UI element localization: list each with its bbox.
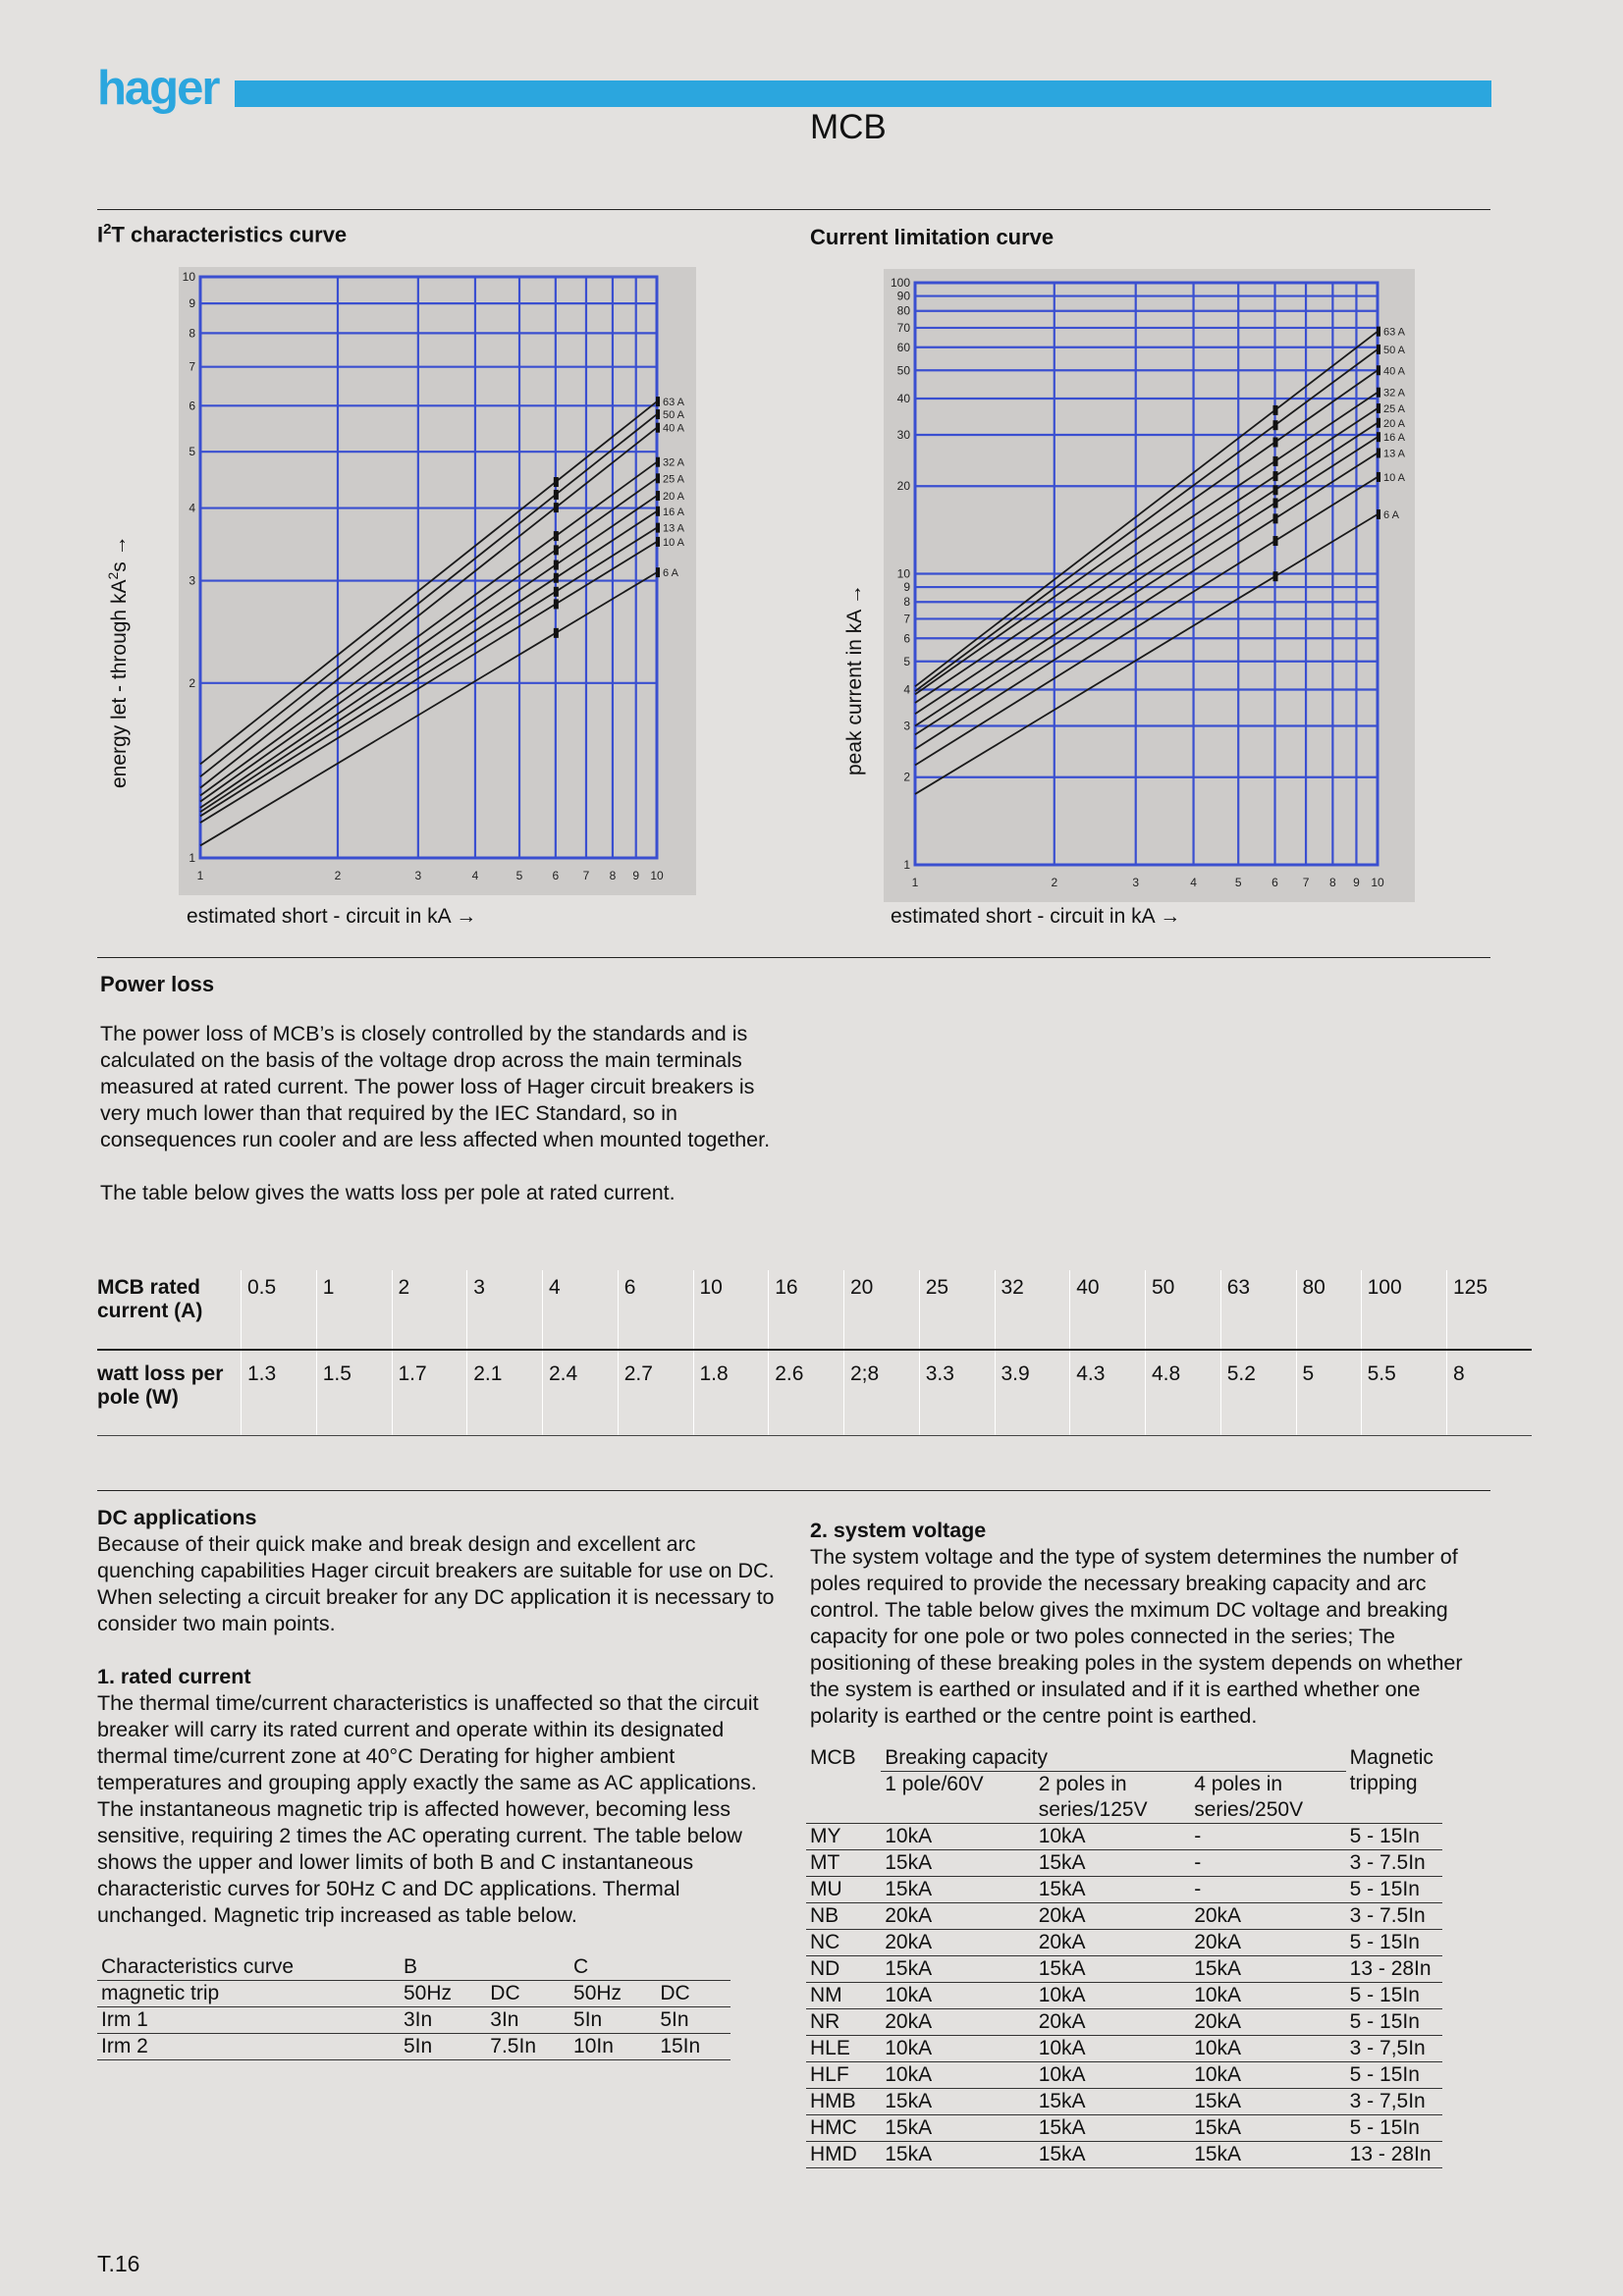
y-tick-label: 100 bbox=[890, 276, 910, 290]
power-loss-table bbox=[97, 1270, 1532, 1436]
brand-bar bbox=[235, 80, 1491, 107]
series-mid-marker bbox=[1273, 438, 1278, 448]
x-tick-label: 1 bbox=[196, 869, 204, 882]
y-tick-label: 4 bbox=[189, 501, 195, 515]
y-tick-label: 10 bbox=[182, 270, 195, 284]
series-label: 16 A bbox=[663, 506, 685, 518]
series-end-marker bbox=[656, 457, 660, 467]
y-tick-label: 6 bbox=[189, 399, 195, 413]
series-line bbox=[200, 414, 657, 776]
rated-current-cell: 10 bbox=[693, 1270, 769, 1350]
i2t-y-axis-label: energy let - through $kA^2s$ → bbox=[105, 535, 131, 788]
rated-current-cell: 50 bbox=[1146, 1270, 1221, 1350]
series-end-marker bbox=[656, 409, 660, 419]
series-line bbox=[915, 408, 1378, 714]
watt-loss-cell: 4.3 bbox=[1070, 1350, 1146, 1436]
series-label: 6 A bbox=[663, 567, 678, 580]
series-mid-marker bbox=[554, 490, 559, 500]
series-mid-marker bbox=[1273, 471, 1278, 481]
series-mid-marker bbox=[554, 531, 559, 541]
chart-svg bbox=[884, 269, 1415, 902]
x-tick-label: 2 bbox=[1051, 876, 1058, 889]
series-line bbox=[200, 511, 657, 812]
series-end-marker bbox=[1377, 472, 1380, 482]
x-tick-label: 4 bbox=[471, 869, 479, 882]
x-tick-label: 10 bbox=[1371, 876, 1384, 889]
series-label: 10 A bbox=[1383, 471, 1406, 484]
dc-section bbox=[97, 1505, 775, 1929]
rated-current-cell: 80 bbox=[1296, 1270, 1361, 1350]
series-end-marker bbox=[1377, 365, 1380, 375]
page-title: MCB bbox=[810, 108, 887, 146]
series-label: 16 A bbox=[1383, 432, 1406, 445]
watt-loss-cell: 5 bbox=[1296, 1350, 1361, 1436]
y-tick-label: 7 bbox=[189, 359, 195, 374]
climit-chart-title: Current limitation curve bbox=[810, 225, 1055, 249]
series-line bbox=[200, 496, 657, 808]
dc-intro: Because of their quick make and break design and excellent arc quenching capabilities Hager circuit breakers are suitable for use on DC. When selecting a circuit breaker for any DC application it is necessary to consider two main points. bbox=[97, 1532, 775, 1635]
table-row: HMC 15kA 15kA 15kA 5 - 15In bbox=[806, 2115, 1442, 2142]
series-mid-marker bbox=[554, 573, 559, 583]
y-tick-label: 3 bbox=[903, 719, 910, 733]
series-end-marker bbox=[656, 507, 660, 516]
watt-loss-cell: 1.8 bbox=[693, 1350, 769, 1436]
y-tick-label: 3 bbox=[189, 573, 195, 588]
x-tick-label: 5 bbox=[1234, 876, 1242, 889]
table-row: MT 15kA 15kA - 3 - 7.5In bbox=[806, 1850, 1442, 1877]
y-tick-label: 1 bbox=[189, 851, 195, 865]
series-label: 13 A bbox=[1383, 448, 1406, 460]
y-tick-label: 7 bbox=[903, 612, 910, 626]
table-row: ND 15kA 15kA 15kA 13 - 28In bbox=[806, 1956, 1442, 1983]
x-tick-label: 5 bbox=[515, 869, 523, 882]
series-mid-marker bbox=[1273, 498, 1278, 507]
table-row: NC 20kA 20kA 20kA 5 - 15In bbox=[806, 1930, 1442, 1956]
series-mid-marker bbox=[554, 599, 559, 609]
rated-current-text: The thermal time/current characteristics is unaffected so that the circuit breaker will carry its rated current and operate within its designated thermal time/current zone at 40°C Derating for higher ambient temperatures and grouping apply exactly the same as AC applications. The instantaneous magnetic trip is affected however, becoming less sensitive, requiring 2 times the AC operating current. The table below shows the upper and lower limits of both B and C instantaneous characteristic curves for 50Hz C and DC applications. Thermal unchanged. Magnetic trip increased as table below. bbox=[97, 1691, 759, 1927]
watt-loss-cell: 2.4 bbox=[543, 1350, 619, 1436]
x-tick-label: 7 bbox=[1302, 876, 1310, 889]
system-voltage-section bbox=[810, 1518, 1488, 1730]
watt-loss-cell: 4.8 bbox=[1146, 1350, 1221, 1436]
watt-loss-cell: 2.1 bbox=[467, 1350, 543, 1436]
table-row: HMB 15kA 15kA 15kA 3 - 7,5In bbox=[806, 2089, 1442, 2115]
series-label: 40 A bbox=[1383, 365, 1406, 378]
series-line bbox=[915, 332, 1378, 687]
series-end-marker bbox=[656, 491, 660, 501]
breaking-capacity-table: MCB Breaking capacity Magnetic tripping 1 pole/60V 2 poles in series/125V 4 poles in series/250V MY 10kA 10kA - 5 - 15In MT 15kA 15kA - 3 - 7.5In MU 15kA 15kA - 5 - 15In NB 20kA 20kA 20kA 3 - 7.5In NC 20kA 20kA 20kA 5 - 15In ND 15kA 15kA 15kA 13 - 28In NM 10kA 10kA 10kA 5 - 15In NR 20kA 20kA 20kA 5 - 15In HLE 10kA 10kA 10kA 3 - 7,5In HLF 10kA 10kA 10kA 5 - 15In HMB 15kA 15kA 15kA 3 - 7,5In HMC 15kA 15kA 15kA 5 - 15In HMD 15kA 15kA 15kA 13 - 28In bbox=[806, 1745, 1442, 2168]
y-tick-label: 4 bbox=[903, 682, 910, 697]
rated-current-cell: 16 bbox=[769, 1270, 844, 1350]
divider bbox=[97, 957, 1490, 958]
series-end-marker bbox=[656, 473, 660, 483]
x-tick-label: 7 bbox=[582, 869, 590, 882]
series-mid-marker bbox=[554, 628, 559, 638]
x-tick-label: 6 bbox=[1271, 876, 1278, 889]
series-mid-marker bbox=[1273, 456, 1278, 466]
series-end-marker bbox=[1377, 345, 1380, 354]
series-mid-marker bbox=[554, 587, 559, 597]
series-end-marker bbox=[656, 537, 660, 547]
series-label: 32 A bbox=[1383, 387, 1406, 400]
y-tick-label: 8 bbox=[903, 595, 910, 610]
table-row: HLF 10kA 10kA 10kA 5 - 15In bbox=[806, 2062, 1442, 2089]
series-label: 32 A bbox=[663, 456, 685, 469]
series-label: 20 A bbox=[663, 491, 685, 504]
y-tick-label: 60 bbox=[896, 340, 910, 354]
series-label: 10 A bbox=[663, 536, 685, 549]
y-tick-label: 50 bbox=[896, 363, 910, 378]
rated-current-cell: 25 bbox=[919, 1270, 995, 1350]
watt-loss-cell: 2;8 bbox=[844, 1350, 920, 1436]
x-tick-label: 9 bbox=[632, 869, 640, 882]
table-row: magnetic trip 50Hz DC 50Hz DC bbox=[97, 1981, 730, 2007]
rated-current-heading: 1. rated current bbox=[97, 1665, 251, 1688]
series-mid-marker bbox=[554, 503, 559, 512]
y-tick-label: 5 bbox=[903, 654, 910, 668]
x-tick-label: 1 bbox=[911, 876, 919, 889]
y-tick-label: 9 bbox=[903, 580, 910, 595]
y-tick-label: 10 bbox=[896, 566, 910, 581]
watt-loss-cell: 1.5 bbox=[316, 1350, 392, 1436]
series-label: 40 A bbox=[663, 422, 685, 435]
watt-loss-header: watt loss per pole (W) bbox=[97, 1350, 242, 1436]
rated-current-cell: 32 bbox=[995, 1270, 1070, 1350]
x-tick-label: 6 bbox=[552, 869, 560, 882]
series-line bbox=[200, 478, 657, 801]
rated-current-cell: 20 bbox=[844, 1270, 920, 1350]
series-label: 13 A bbox=[663, 522, 685, 535]
y-tick-label: 2 bbox=[189, 675, 195, 690]
page-number: T.16 bbox=[97, 2251, 140, 2276]
rated-current-cell: 63 bbox=[1220, 1270, 1296, 1350]
y-tick-label: 6 bbox=[903, 631, 910, 646]
plot-frame bbox=[200, 277, 657, 858]
table-row: NB 20kA 20kA 20kA 3 - 7.5In bbox=[806, 1903, 1442, 1930]
series-line bbox=[200, 462, 657, 796]
watt-loss-cell: 1.7 bbox=[392, 1350, 467, 1436]
rated-current-cell: 0.5 bbox=[242, 1270, 317, 1350]
system-voltage-heading: 2. system voltage bbox=[810, 1519, 987, 1542]
x-tick-label: 4 bbox=[1190, 876, 1197, 889]
i2t-x-axis-label: estimated short - circuit in kA → bbox=[187, 905, 477, 928]
table-row: NR 20kA 20kA 20kA 5 - 15In bbox=[806, 2009, 1442, 2036]
power-loss-text: The power loss of MCB’s is closely controlled by the standards and is calculated on the basis of the voltage drop across the main terminals measured at rated current. The power loss of Hager circuit breakers is very much lower than that required by the IEC Standard, so in consequences run cooler and are less affected when mounted together. The table below gives the watts loss per pole at rated current. bbox=[100, 1022, 771, 1204]
i2t-chart bbox=[179, 267, 696, 895]
watt-loss-cell: 8 bbox=[1446, 1350, 1532, 1436]
series-line bbox=[915, 370, 1378, 694]
series-line bbox=[200, 528, 657, 817]
table-row: NM 10kA 10kA 10kA 5 - 15In bbox=[806, 1983, 1442, 2009]
series-mid-marker bbox=[554, 545, 559, 555]
watt-loss-cell: 1.3 bbox=[242, 1350, 317, 1436]
table-row: MU 15kA 15kA - 5 - 15In bbox=[806, 1877, 1442, 1903]
series-label: 6 A bbox=[1383, 508, 1399, 521]
divider bbox=[97, 1490, 1490, 1491]
series-label: 50 A bbox=[1383, 344, 1406, 356]
dc-heading: DC applications bbox=[97, 1506, 257, 1529]
series-mid-marker bbox=[1273, 571, 1278, 581]
series-end-marker bbox=[656, 397, 660, 406]
series-end-marker bbox=[1377, 432, 1380, 442]
x-tick-label: 8 bbox=[1329, 876, 1336, 889]
rated-current-cell: 125 bbox=[1446, 1270, 1532, 1350]
series-end-marker bbox=[656, 567, 660, 577]
power-loss-heading: Power loss bbox=[100, 972, 215, 996]
climit-x-axis-label: estimated short - circuit in kA → bbox=[891, 905, 1181, 928]
rated-current-cell: 1 bbox=[316, 1270, 392, 1350]
y-tick-label: 5 bbox=[189, 445, 195, 459]
series-mid-marker bbox=[1273, 485, 1278, 495]
series-end-marker bbox=[1377, 388, 1380, 398]
series-label: 63 A bbox=[1383, 326, 1406, 339]
x-tick-label: 2 bbox=[334, 869, 342, 882]
series-end-marker bbox=[1377, 327, 1380, 337]
series-mid-marker bbox=[554, 561, 559, 570]
chart-svg bbox=[179, 267, 696, 895]
i2t-chart-title: $I^2T$ characteristics curve bbox=[97, 221, 348, 247]
watt-loss-cell: 5.2 bbox=[1220, 1350, 1296, 1436]
y-tick-label: 20 bbox=[896, 479, 910, 494]
y-tick-label: 9 bbox=[189, 296, 195, 311]
characteristics-table: Characteristics curve B C magnetic trip 50Hz DC 50Hz DC Irm 1 3In 3In 5In 5In Irm 2 5In 7.5In 10In 15In bbox=[97, 1954, 730, 2060]
x-tick-label: 3 bbox=[414, 869, 422, 882]
y-tick-label: 8 bbox=[189, 326, 195, 341]
y-tick-label: 80 bbox=[896, 303, 910, 318]
y-tick-label: 70 bbox=[896, 320, 910, 335]
table-row: Irm 2 5In 7.5In 10In 15In bbox=[97, 2034, 730, 2060]
rated-current-cell: 40 bbox=[1070, 1270, 1146, 1350]
series-line bbox=[200, 428, 657, 788]
x-tick-label: 9 bbox=[1353, 876, 1360, 889]
rated-current-cell: 3 bbox=[467, 1270, 543, 1350]
hager-logo: hager bbox=[97, 62, 219, 115]
divider bbox=[97, 209, 1490, 210]
series-line bbox=[915, 514, 1378, 794]
rated-current-header: MCB rated current (A) bbox=[97, 1270, 242, 1350]
rated-current-cell: 6 bbox=[618, 1270, 693, 1350]
series-label: 63 A bbox=[663, 397, 685, 409]
y-tick-label: 40 bbox=[896, 391, 910, 405]
series-mid-marker bbox=[1273, 513, 1278, 523]
table-row: HMD 15kA 15kA 15kA 13 - 28In bbox=[806, 2142, 1442, 2168]
series-label: 50 A bbox=[663, 409, 685, 422]
series-end-marker bbox=[1377, 418, 1380, 428]
series-mid-marker bbox=[1273, 420, 1278, 430]
climit-chart bbox=[884, 269, 1415, 902]
x-tick-label: 3 bbox=[1132, 876, 1140, 889]
rated-current-cell: 2 bbox=[392, 1270, 467, 1350]
series-end-marker bbox=[1377, 509, 1380, 519]
climit-y-axis-label: peak current in kA → bbox=[843, 584, 866, 775]
watt-loss-cell: 2.6 bbox=[769, 1350, 844, 1436]
watt-loss-cell: 3.3 bbox=[919, 1350, 995, 1436]
watt-loss-cell: 3.9 bbox=[995, 1350, 1070, 1436]
rated-current-cell: 100 bbox=[1361, 1270, 1446, 1350]
series-label: 20 A bbox=[1383, 417, 1406, 430]
watt-loss-cell: 2.7 bbox=[618, 1350, 693, 1436]
series-mid-marker bbox=[1273, 536, 1278, 546]
series-end-marker bbox=[656, 523, 660, 533]
y-tick-label: 30 bbox=[896, 428, 910, 443]
series-end-marker bbox=[1377, 448, 1380, 457]
y-tick-label: 2 bbox=[903, 770, 910, 784]
x-tick-label: 8 bbox=[609, 869, 617, 882]
series-end-marker bbox=[1377, 403, 1380, 413]
series-end-marker bbox=[656, 423, 660, 433]
x-tick-label: 10 bbox=[650, 869, 664, 882]
watt-loss-cell: 5.5 bbox=[1361, 1350, 1446, 1436]
series-label: 25 A bbox=[1383, 403, 1406, 416]
table-row: HLE 10kA 10kA 10kA 3 - 7,5In bbox=[806, 2036, 1442, 2062]
system-voltage-text: The system voltage and the type of system determines the number of poles required to provide the necessary breaking capacity and arc control. The table below gives the mximum DC voltage and breaking capacity for one pole or two poles connected in the series; The positioning of these breaking poles in the system depends on whether the system is earthed or insulated and if it is earthed whether one polarity is earthed or the centre point is earthed. bbox=[810, 1545, 1463, 1728]
table-row: MY 10kA 10kA - 5 - 15In bbox=[806, 1824, 1442, 1850]
table-row: Irm 1 3In 3In 5In 5In bbox=[97, 2007, 730, 2034]
rated-current-cell: 4 bbox=[543, 1270, 619, 1350]
series-mid-marker bbox=[554, 477, 559, 487]
y-tick-label: 90 bbox=[896, 289, 910, 303]
series-line bbox=[915, 393, 1378, 703]
series-label: 25 A bbox=[663, 473, 685, 486]
series-mid-marker bbox=[1273, 405, 1278, 415]
y-tick-label: 1 bbox=[903, 858, 910, 872]
